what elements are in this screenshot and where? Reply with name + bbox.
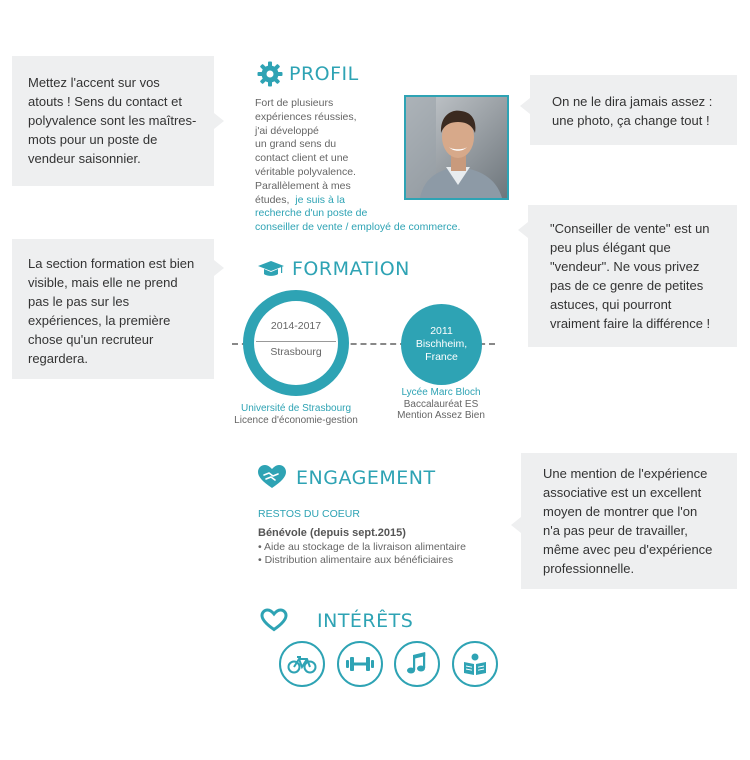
profil-line: j'ai développé [255, 124, 319, 137]
reading-icon [452, 641, 498, 687]
profil-etudes: études, [255, 193, 290, 206]
graduation-cap-icon [258, 261, 284, 277]
profil-line: véritable polyvalence. [255, 165, 356, 178]
formation-item1-details [222, 403, 370, 426]
formation-item2-details [378, 387, 504, 422]
formation-city: Bischheim, [415, 338, 468, 350]
callout-photo [530, 75, 737, 145]
formation-degree: Licence d'économie-gestion [234, 414, 358, 426]
formation-school: Université de Strasbourg [240, 403, 352, 414]
callout-engagement-text: Une mention de l'expérience associative est un excellent moyen de montrer que l'on n'a pas peur de travailler, même avec peu d'expérience professionnelle. [543, 466, 713, 576]
callout-formation [12, 239, 214, 379]
profil-highlight: recherche d'un poste de [255, 207, 368, 220]
formation-degree: Baccalauréat ES [403, 398, 479, 410]
formation-title: FORMATION [292, 258, 410, 280]
formation-school: Lycée Marc Bloch [401, 387, 481, 398]
callout-photo-text: On ne le dira jamais assez : une photo, ça change tout ! [552, 94, 713, 128]
callout-formation-text: La section formation est bien visible, mais elle ne prend pas le pas sur les expériences, la première chose qu'un recruteur regardera. [28, 256, 195, 366]
profil-line: contact client et une [255, 152, 349, 165]
formation-city: Strasbourg [270, 346, 322, 358]
bullet-text: Aide au stockage de la livraison alimentaire [264, 541, 466, 553]
callout-title [528, 205, 737, 347]
heart-outline-icon [260, 608, 288, 632]
formation-year: 2011 [430, 325, 453, 337]
interets-title: INTÉRÊTS [317, 610, 414, 632]
profil-title: PROFIL [289, 63, 359, 85]
bicycle-icon [279, 641, 325, 687]
formation-mention: Mention Assez Bien [397, 410, 485, 421]
divider [256, 341, 336, 342]
profil-line: un grand sens du [255, 138, 337, 151]
profil-highlight: je suis à la [295, 193, 345, 206]
list-item: • Aide au stockage de la livraison alimentaire [258, 541, 466, 553]
music-note-icon [394, 641, 440, 687]
profil-highlight: conseiller de vente / employé de commerce. [255, 221, 461, 234]
callout-profil [12, 56, 214, 186]
engagement-title: ENGAGEMENT [296, 467, 436, 489]
profil-line: Parallèlement à mes [255, 179, 351, 192]
callout-engagement [521, 453, 737, 589]
profil-line: expériences réussies, [255, 110, 357, 123]
profil-line: Fort de plusieurs [255, 97, 334, 109]
bullet-text: Distribution alimentaire aux bénéficiaires [264, 554, 454, 566]
heart-hands-icon [258, 465, 286, 489]
callout-profil-text: Mettez l'accent sur vos atouts ! Sens du contact et polyvalence sont les maîtres-mots pour un poste de vendeur saisonnier. [28, 75, 197, 166]
engagement-bullets [258, 541, 466, 567]
list-item: • Distribution alimentaire aux bénéficiaires [258, 554, 454, 566]
profile-photo [404, 95, 509, 200]
timeline-node-2011 [401, 304, 482, 385]
gear-icon [257, 61, 283, 87]
formation-years: 2014-2017 [270, 320, 322, 332]
formation-country: France [425, 351, 458, 363]
timeline-node-2014 [243, 290, 349, 396]
callout-title-text: "Conseiller de vente" est un peu plus élégant que "vendeur". Ne vous privez pas de ce genre de petites astuces, qui pourront vraiment faire la différence ! [550, 221, 711, 331]
engagement-role: Bénévole (depuis sept.2015) [258, 527, 406, 539]
engagement-org: RESTOS DU COEUR [258, 508, 360, 520]
profile-photo-image [406, 97, 507, 198]
dumbbell-icon [337, 641, 383, 687]
